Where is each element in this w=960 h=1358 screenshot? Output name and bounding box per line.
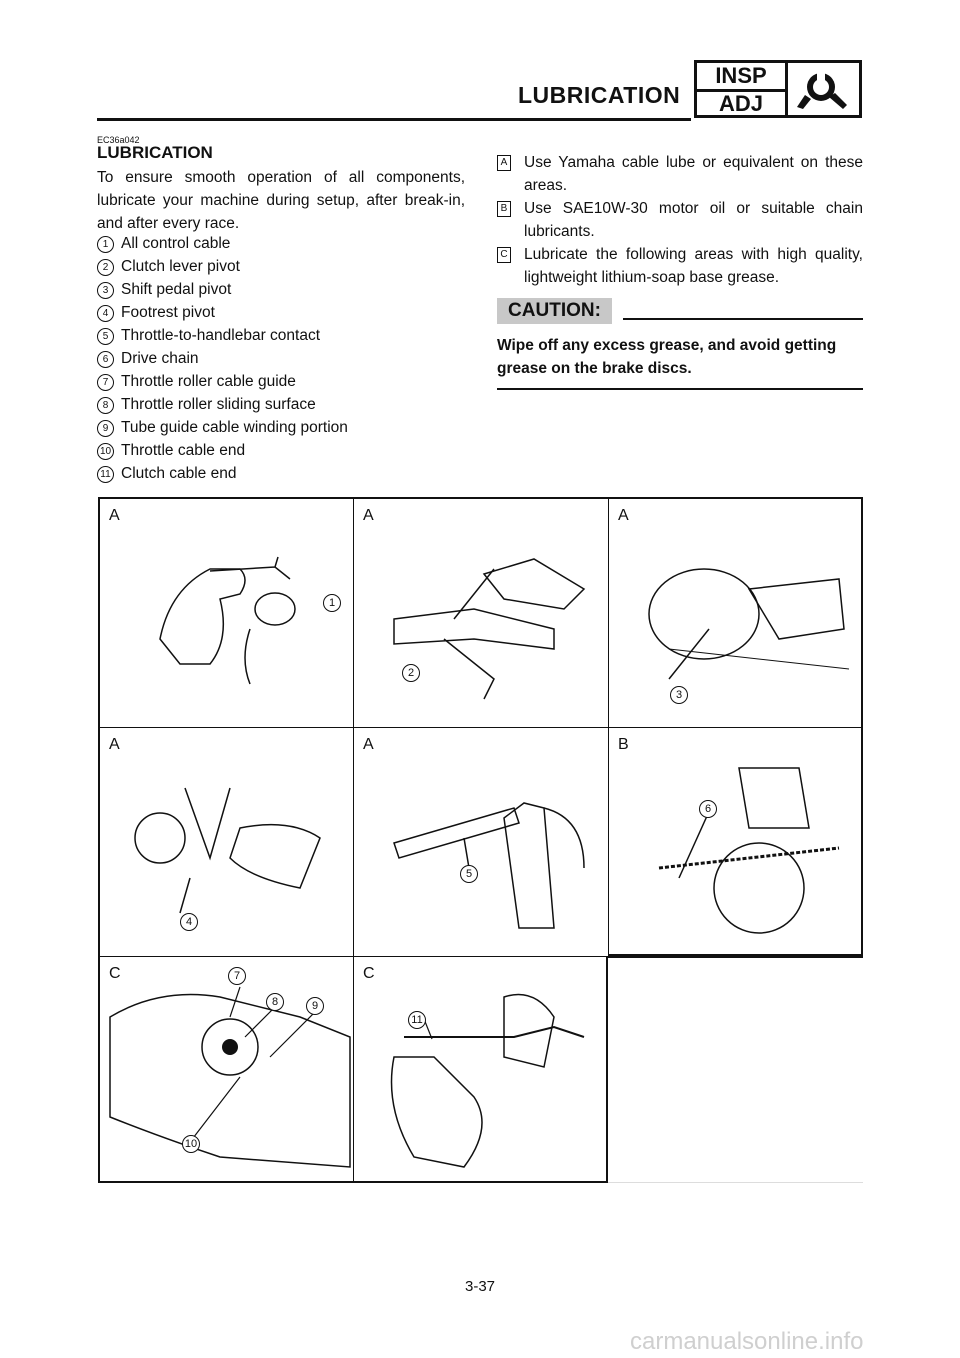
figure-letter: C [109, 965, 121, 982]
part-label: All control cable [121, 235, 231, 252]
section-tab-box [694, 60, 862, 118]
figure-callout: 2 [402, 664, 420, 682]
figure-callout: 6 [699, 800, 717, 818]
part-label: Throttle roller cable guide [121, 373, 296, 390]
part-number-badge: 2 [97, 259, 114, 276]
note-letter-box: C [497, 247, 511, 263]
figure-callout: 9 [306, 997, 324, 1015]
figure-empty-cell [608, 956, 863, 1183]
note-text: Lubricate the following areas with high quality, lightweight lithium-soap base grease. [524, 246, 863, 286]
part-number-badge: 9 [97, 420, 114, 437]
figure-callout: 11 [408, 1011, 426, 1029]
caution-label: CAUTION: [497, 298, 612, 324]
section-heading: LUBRICATION [97, 143, 213, 162]
page-header-title: LUBRICATION [518, 82, 681, 108]
part-number-badge: 1 [97, 236, 114, 253]
part-label: Clutch lever pivot [121, 258, 240, 275]
lubrication-illustration [100, 957, 355, 1184]
figure-cell [98, 727, 353, 956]
figure-letter: B [618, 736, 629, 753]
part-item [97, 462, 236, 485]
figure-letter: A [618, 507, 629, 524]
figure-letter: C [363, 965, 375, 982]
part-label: Shift pedal pivot [121, 281, 232, 298]
caution-divider [623, 318, 863, 320]
part-label: Drive chain [121, 350, 199, 367]
part-label: Clutch cable end [121, 465, 237, 482]
part-label: Tube guide cable winding portion [121, 419, 348, 436]
figure-cell [353, 727, 608, 956]
part-number-badge: 10 [97, 443, 114, 460]
lubricant-note-b [497, 197, 863, 243]
figure-callout: 8 [266, 993, 284, 1011]
figure-callout: 7 [228, 967, 246, 985]
figure-letter: A [109, 736, 120, 753]
figure-cell [608, 497, 863, 727]
intro-paragraph: To ensure smooth operation of all components, lubricate your machine during setup, after break-in, and after every race. [97, 169, 465, 232]
figure-cell [98, 956, 353, 1183]
figure-cell [608, 727, 863, 956]
lubrication-illustration [609, 728, 864, 957]
part-label: Throttle roller sliding surface [121, 396, 316, 413]
lubrication-illustration [354, 728, 609, 957]
figure-callout: 1 [323, 594, 341, 612]
note-text: Use SAE10W-30 motor oil or suitable chain lubricants. [524, 200, 863, 240]
lubrication-illustration [100, 499, 355, 729]
part-number-badge: 8 [97, 397, 114, 414]
part-number-badge: 7 [97, 374, 114, 391]
watermark: carmanualsonline.info [630, 1328, 864, 1355]
figure-letter: A [363, 736, 374, 753]
part-item [97, 232, 230, 255]
part-item [97, 347, 199, 370]
part-number-badge: 11 [97, 466, 114, 483]
part-item [97, 301, 215, 324]
lubricant-note-a [497, 151, 863, 197]
part-item [97, 439, 245, 462]
part-number-badge: 3 [97, 282, 114, 299]
part-label: Footrest pivot [121, 304, 215, 321]
insp-label: INSP [697, 63, 788, 92]
lubrication-illustration [609, 499, 864, 729]
figure-letter: A [109, 507, 120, 524]
part-item [97, 393, 316, 416]
part-number-badge: 6 [97, 351, 114, 368]
lubrication-illustration [354, 957, 609, 1184]
wrench-magnifier-icon [791, 65, 859, 113]
figure-cell [98, 497, 353, 727]
note-text: Use Yamaha cable lube or equivalent on these areas. [524, 154, 863, 194]
header-rule [97, 118, 691, 121]
note-letter-box: B [497, 201, 511, 217]
lubricant-note-c [497, 243, 863, 289]
part-item [97, 324, 320, 347]
figure-callout: 10 [182, 1135, 200, 1153]
lubrication-illustration [354, 499, 609, 729]
figure-callout: 4 [180, 913, 198, 931]
caution-text: Wipe off any excess grease, and avoid getting grease on the brake discs. [497, 337, 837, 377]
figure-callout: 5 [460, 865, 478, 883]
caution-bottom-rule [497, 388, 863, 390]
lubrication-illustration [100, 728, 355, 957]
part-number-badge: 4 [97, 305, 114, 322]
figure-letter: A [363, 507, 374, 524]
figure-cell [353, 956, 608, 1183]
part-item [97, 255, 240, 278]
part-label: Throttle cable end [121, 442, 246, 459]
note-letter-box: A [497, 155, 511, 171]
figure-cell [353, 497, 608, 727]
figure-callout: 3 [670, 686, 688, 704]
part-item [97, 416, 348, 439]
adj-label: ADJ [697, 92, 788, 115]
part-item [97, 370, 296, 393]
part-number-badge: 5 [97, 328, 114, 345]
section-code: EC36a042 [97, 135, 140, 145]
part-item [97, 278, 231, 301]
page-number: 3-37 [464, 1278, 496, 1295]
part-label: Throttle-to-handlebar contact [121, 327, 321, 344]
